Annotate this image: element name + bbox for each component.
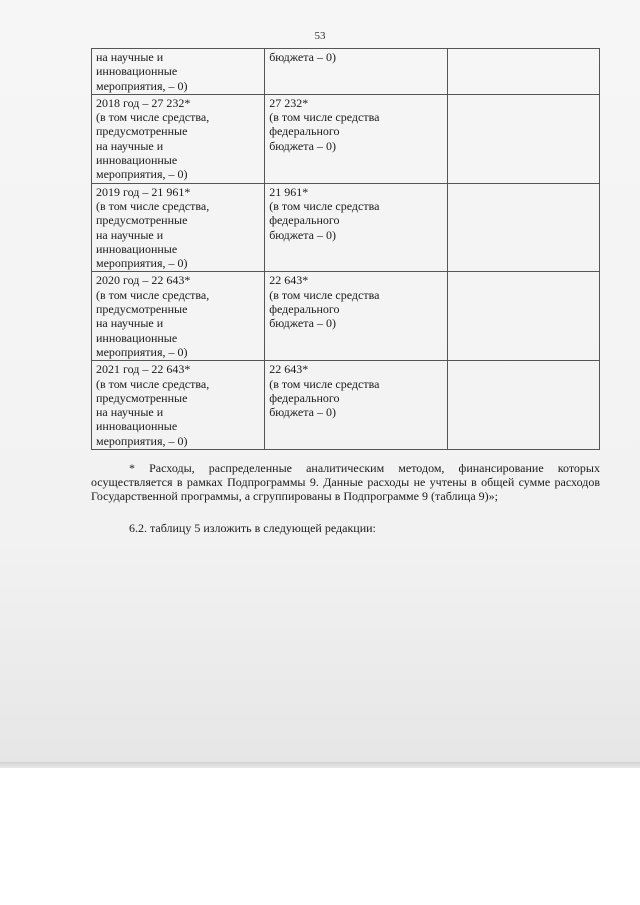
- table-row: [92, 272, 600, 361]
- cell-line: мероприятия, – 0): [96, 78, 188, 93]
- cell-line: федерального: [269, 390, 340, 405]
- cell-line: (в том числе средства,: [96, 287, 210, 302]
- cell-line: на научные и: [96, 138, 164, 153]
- cell-line: (в том числе средства: [269, 376, 380, 391]
- empty-cell: [448, 183, 600, 272]
- cell-line: инновационные: [96, 64, 178, 79]
- cell-line: предусмотренные: [96, 213, 188, 228]
- cell-line: мероприятия, – 0): [96, 256, 188, 271]
- cell-line: предусмотренные: [96, 124, 188, 139]
- footnote: [91, 461, 600, 503]
- cell-line: бюджета – 0): [269, 50, 336, 64]
- total-amount-cell: [92, 49, 265, 95]
- cell-line: федерального: [269, 124, 340, 139]
- cell-line: инновационные: [96, 153, 178, 168]
- budget-source-cell: [265, 361, 448, 450]
- cell-line: предусмотренные: [96, 390, 188, 405]
- table-row: [92, 361, 600, 450]
- cell-line: инновационные: [96, 330, 178, 345]
- cell-line: федерального: [269, 213, 340, 228]
- cell-line: (в том числе средства,: [96, 198, 210, 213]
- cell-line: на научные и: [96, 316, 164, 331]
- cell-line: на научные и: [96, 405, 164, 420]
- cell-line: инновационные: [96, 241, 178, 256]
- cell-line: (в том числе средства,: [96, 376, 210, 391]
- cell-line: (в том числе средства: [269, 198, 380, 213]
- financing-table: [91, 48, 600, 450]
- empty-cell: [448, 49, 600, 95]
- cell-line: 27 232*: [269, 95, 309, 110]
- cell-line: 2019 год – 21 961*: [96, 184, 191, 199]
- cell-line: мероприятия, – 0): [96, 167, 188, 182]
- page-number: 53: [314, 30, 326, 42]
- cell-line: инновационные: [96, 419, 178, 434]
- total-amount-cell: [92, 183, 265, 272]
- cell-line: 2021 год – 22 643*: [96, 362, 191, 377]
- financing-table-body: [92, 49, 600, 450]
- budget-source-cell: [265, 183, 448, 272]
- total-amount-cell: [92, 94, 265, 183]
- cell-line: 22 643*: [269, 273, 309, 288]
- cell-line: (в том числе средства,: [96, 110, 210, 125]
- cell-line: предусмотренные: [96, 302, 188, 317]
- cell-line: бюджета – 0): [269, 227, 336, 242]
- cell-line: 21 961*: [269, 184, 309, 199]
- table-row: [92, 94, 600, 183]
- budget-source-cell: [265, 94, 448, 183]
- empty-cell: [448, 361, 600, 450]
- cell-line: на научные и: [96, 50, 164, 64]
- total-amount-cell: [92, 272, 265, 361]
- cell-line: бюджета – 0): [269, 138, 336, 153]
- cell-line: бюджета – 0): [269, 316, 336, 331]
- table-row: [92, 49, 600, 95]
- budget-source-cell: [265, 49, 448, 95]
- cell-line: мероприятия, – 0): [96, 344, 188, 359]
- cell-line: 2018 год – 27 232*: [96, 95, 191, 110]
- table-row: [92, 183, 600, 272]
- cell-line: мероприятия, – 0): [96, 433, 188, 448]
- amendment-paragraph: 6.2. таблицу 5 изложить в следующей редакции:: [129, 521, 376, 535]
- sheet-bottom-edge: [0, 762, 640, 768]
- footnote-text: * Расходы, распределенные аналитическим методом, финансирование которых осуществляется в рамках Подпрограммы 9. Данные расходы не учтены в общей сумме расходов Государственной программы, а сгруппированы в Подпрограмме 9 (таблица 9)»;: [91, 461, 600, 503]
- cell-line: федерального: [269, 302, 340, 317]
- cell-line: 22 643*: [269, 362, 309, 377]
- total-amount-cell: [92, 361, 265, 450]
- cell-line: (в том числе средства: [269, 287, 380, 302]
- cell-line: на научные и: [96, 227, 164, 242]
- empty-cell: [448, 272, 600, 361]
- cell-line: 2020 год – 22 643*: [96, 273, 191, 288]
- empty-cell: [448, 94, 600, 183]
- cell-line: бюджета – 0): [269, 405, 336, 420]
- budget-source-cell: [265, 272, 448, 361]
- cell-line: (в том числе средства: [269, 110, 380, 125]
